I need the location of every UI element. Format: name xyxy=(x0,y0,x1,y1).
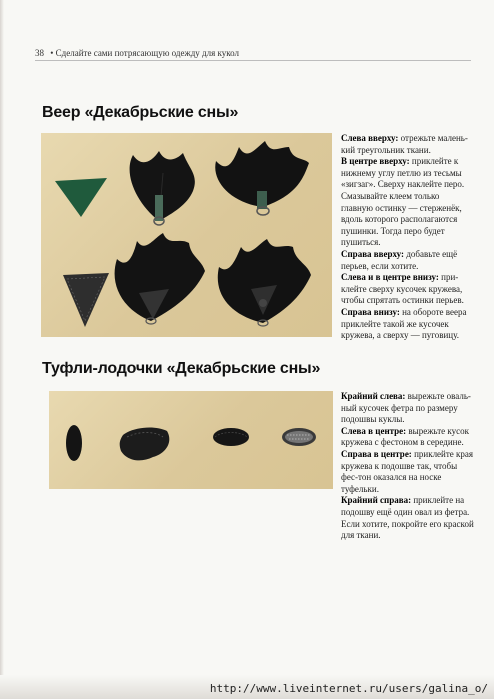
shoe-instruction-3: Справа в центре: приклейте края кружева к подошве так, чтобы фес-тон оказался на носке туфельки. xyxy=(341,448,474,494)
shoe-instruction-1: Крайний слева: вырежьте оваль-ный кусочек фетра по размеру подошвы куклы. xyxy=(341,391,471,425)
running-header xyxy=(35,48,471,58)
fan-steps-photo xyxy=(41,133,332,337)
fan-instruction-1: Слева вверху: отрежьте малень-кий треугольник ткани. xyxy=(341,133,468,155)
header-bullet: • xyxy=(50,48,54,58)
fan-instruction-5: Справа внизу: на обороте веера приклейте такой же кусочек кружева, а сверху — пуговицу. xyxy=(341,306,467,341)
feather-step-5-image xyxy=(218,239,311,326)
feather-step-4-image xyxy=(115,233,205,324)
finished-shoe-image xyxy=(282,428,316,446)
fan-instruction-3: Справа вверху: добавьте ещё перьев, если хотите. xyxy=(341,248,458,271)
lace-piece-image xyxy=(120,428,170,461)
section-title-fan: Веер «Декабрьские сны» xyxy=(42,104,239,121)
page-shadow-left xyxy=(0,0,4,699)
feather-step-3-image xyxy=(215,141,309,215)
shoe-instruction-2: Слева в центре: вырежьте кусок кружева с фестоном в середине. xyxy=(341,425,469,448)
shoe-steps-photo xyxy=(49,391,333,489)
section-title-shoes: Туфли-лодочки «Декабрьские сны» xyxy=(42,360,321,377)
shoe-instructions xyxy=(341,391,475,542)
lace-glued-sole-image xyxy=(213,428,249,446)
lace-triangle-image xyxy=(63,273,109,327)
fan-instructions xyxy=(341,133,473,342)
header-rule xyxy=(35,60,471,61)
source-url-link[interactable]: http://www.liveinternet.ru/users/galina_o/ xyxy=(209,682,488,695)
feather-step-2-image xyxy=(130,151,195,225)
shoe-instruction-4: Крайний справа: приклейте на подошву ещё один овал из фетра. Если хотите, покройте его краской для ткани. xyxy=(341,495,474,541)
book-title: Сделайте сами потрясающую одежду для кукол xyxy=(55,48,240,58)
fan-instruction-2: В центре вверху: приклейте к нижнему углу петлю из тесьмы «зигзаг». Сверху наклейте перо. Смазывайте клеем только главную остинку — стерженёк, вдоль которого располагаются пушинки. Тогда перо будет пушиться. xyxy=(341,156,465,248)
page-number: 38 xyxy=(35,48,44,58)
fan-instruction-4: Слева и в центре внизу: при-клейте сверху кусочек кружева, чтобы спрятать остинки перьев. xyxy=(341,272,464,306)
felt-sole-image xyxy=(66,425,82,461)
fabric-triangle-image xyxy=(55,178,107,217)
